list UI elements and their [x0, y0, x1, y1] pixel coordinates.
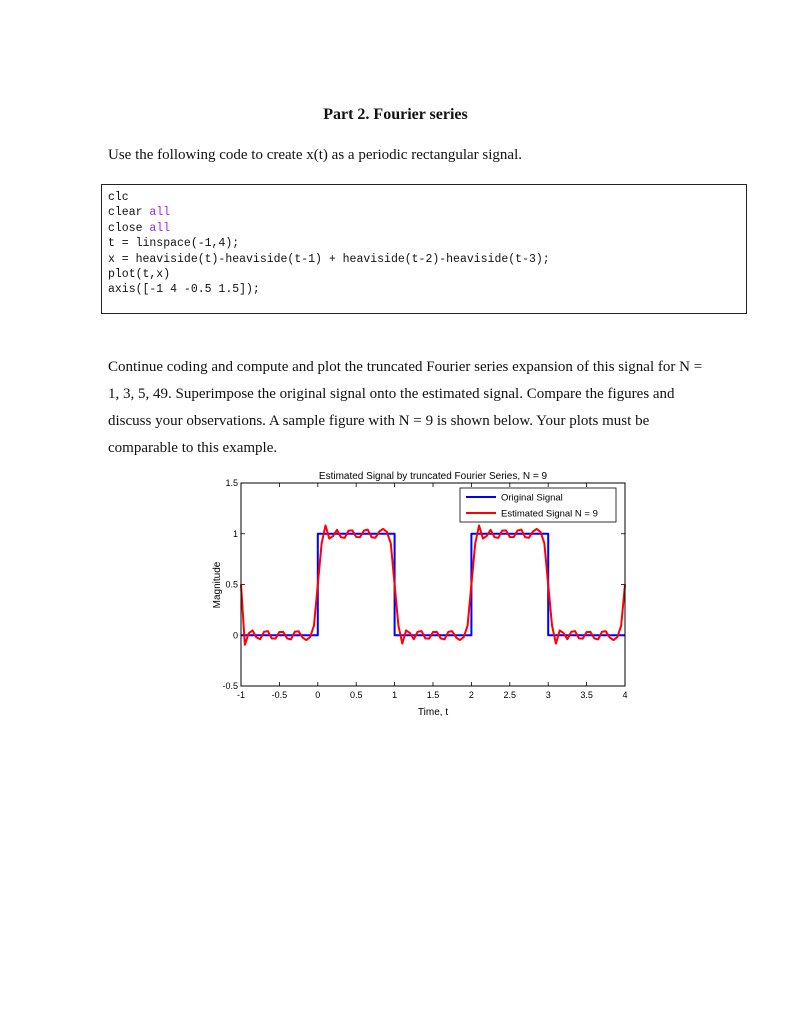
chart-title: Estimated Signal by truncated Fourier Series, N = 9 — [318, 471, 548, 482]
x-tick-label: 2 — [468, 690, 474, 700]
code-line: close all — [108, 221, 171, 235]
paragraph-line: 1, 3, 5, 49. Superimpose the original signal onto the estimated signal. Compare the figures and — [108, 386, 675, 402]
x-tick-label: -0.5 — [271, 690, 288, 700]
intro-text: Use the following code to create x(t) as a periodic rectangular signal. — [108, 147, 523, 163]
paragraph-line: comparable to this example. — [108, 440, 278, 456]
code-line: x = heaviside(t)-heaviside(t-1) + heaviside(t-2)-heaviside(t-3); — [108, 252, 550, 266]
code-line: t = linspace(-1,4); — [108, 237, 240, 251]
x-tick-label: 3 — [545, 690, 551, 700]
y-tick-label: 0 — [232, 630, 238, 641]
legend-label-original: Original Signal — [501, 492, 563, 504]
y-tick-label: 0.5 — [225, 579, 238, 590]
legend — [460, 488, 616, 522]
section-heading: Part 2. Fourier series — [323, 106, 468, 123]
y-tick-label: 1 — [232, 528, 238, 539]
x-tick-label: 3.5 — [580, 690, 593, 700]
code-block — [101, 184, 747, 314]
series-line-estimated — [241, 525, 625, 644]
fourier-series-figure — [200, 462, 640, 752]
y-tick-label: 1.5 — [225, 478, 238, 488]
code-line: plot(t,x) — [108, 268, 171, 282]
x-tick-label: 0.5 — [349, 690, 363, 700]
code-line: clc — [108, 191, 129, 204]
y-axis-label: Magnitude — [212, 561, 223, 609]
x-tick-label: -1 — [236, 690, 246, 700]
instructions-paragraph — [108, 354, 748, 462]
x-tick-label: 2.5 — [503, 690, 517, 700]
code-line: axis([-1 4 -0.5 1.5]); — [108, 283, 260, 297]
x-tick-label: 0 — [315, 690, 321, 700]
y-tick-label: -0.5 — [222, 681, 238, 691]
x-axis-label: Time, t — [417, 707, 449, 718]
code-line: clear all — [108, 206, 171, 220]
legend-label-estimated: Estimated Signal N = 9 — [501, 508, 598, 520]
series-line-original — [241, 534, 625, 636]
paragraph-line: discuss your observations. A sample figure with N = 9 is shown below. Your plots must be — [108, 413, 650, 429]
paragraph-line: Continue coding and compute and plot the truncated Fourier series expansion of this signal for N = — [108, 359, 703, 375]
x-tick-label: 1.5 — [426, 690, 440, 700]
x-tick-label: 1 — [392, 690, 398, 700]
x-tick-label: 4 — [622, 690, 628, 700]
